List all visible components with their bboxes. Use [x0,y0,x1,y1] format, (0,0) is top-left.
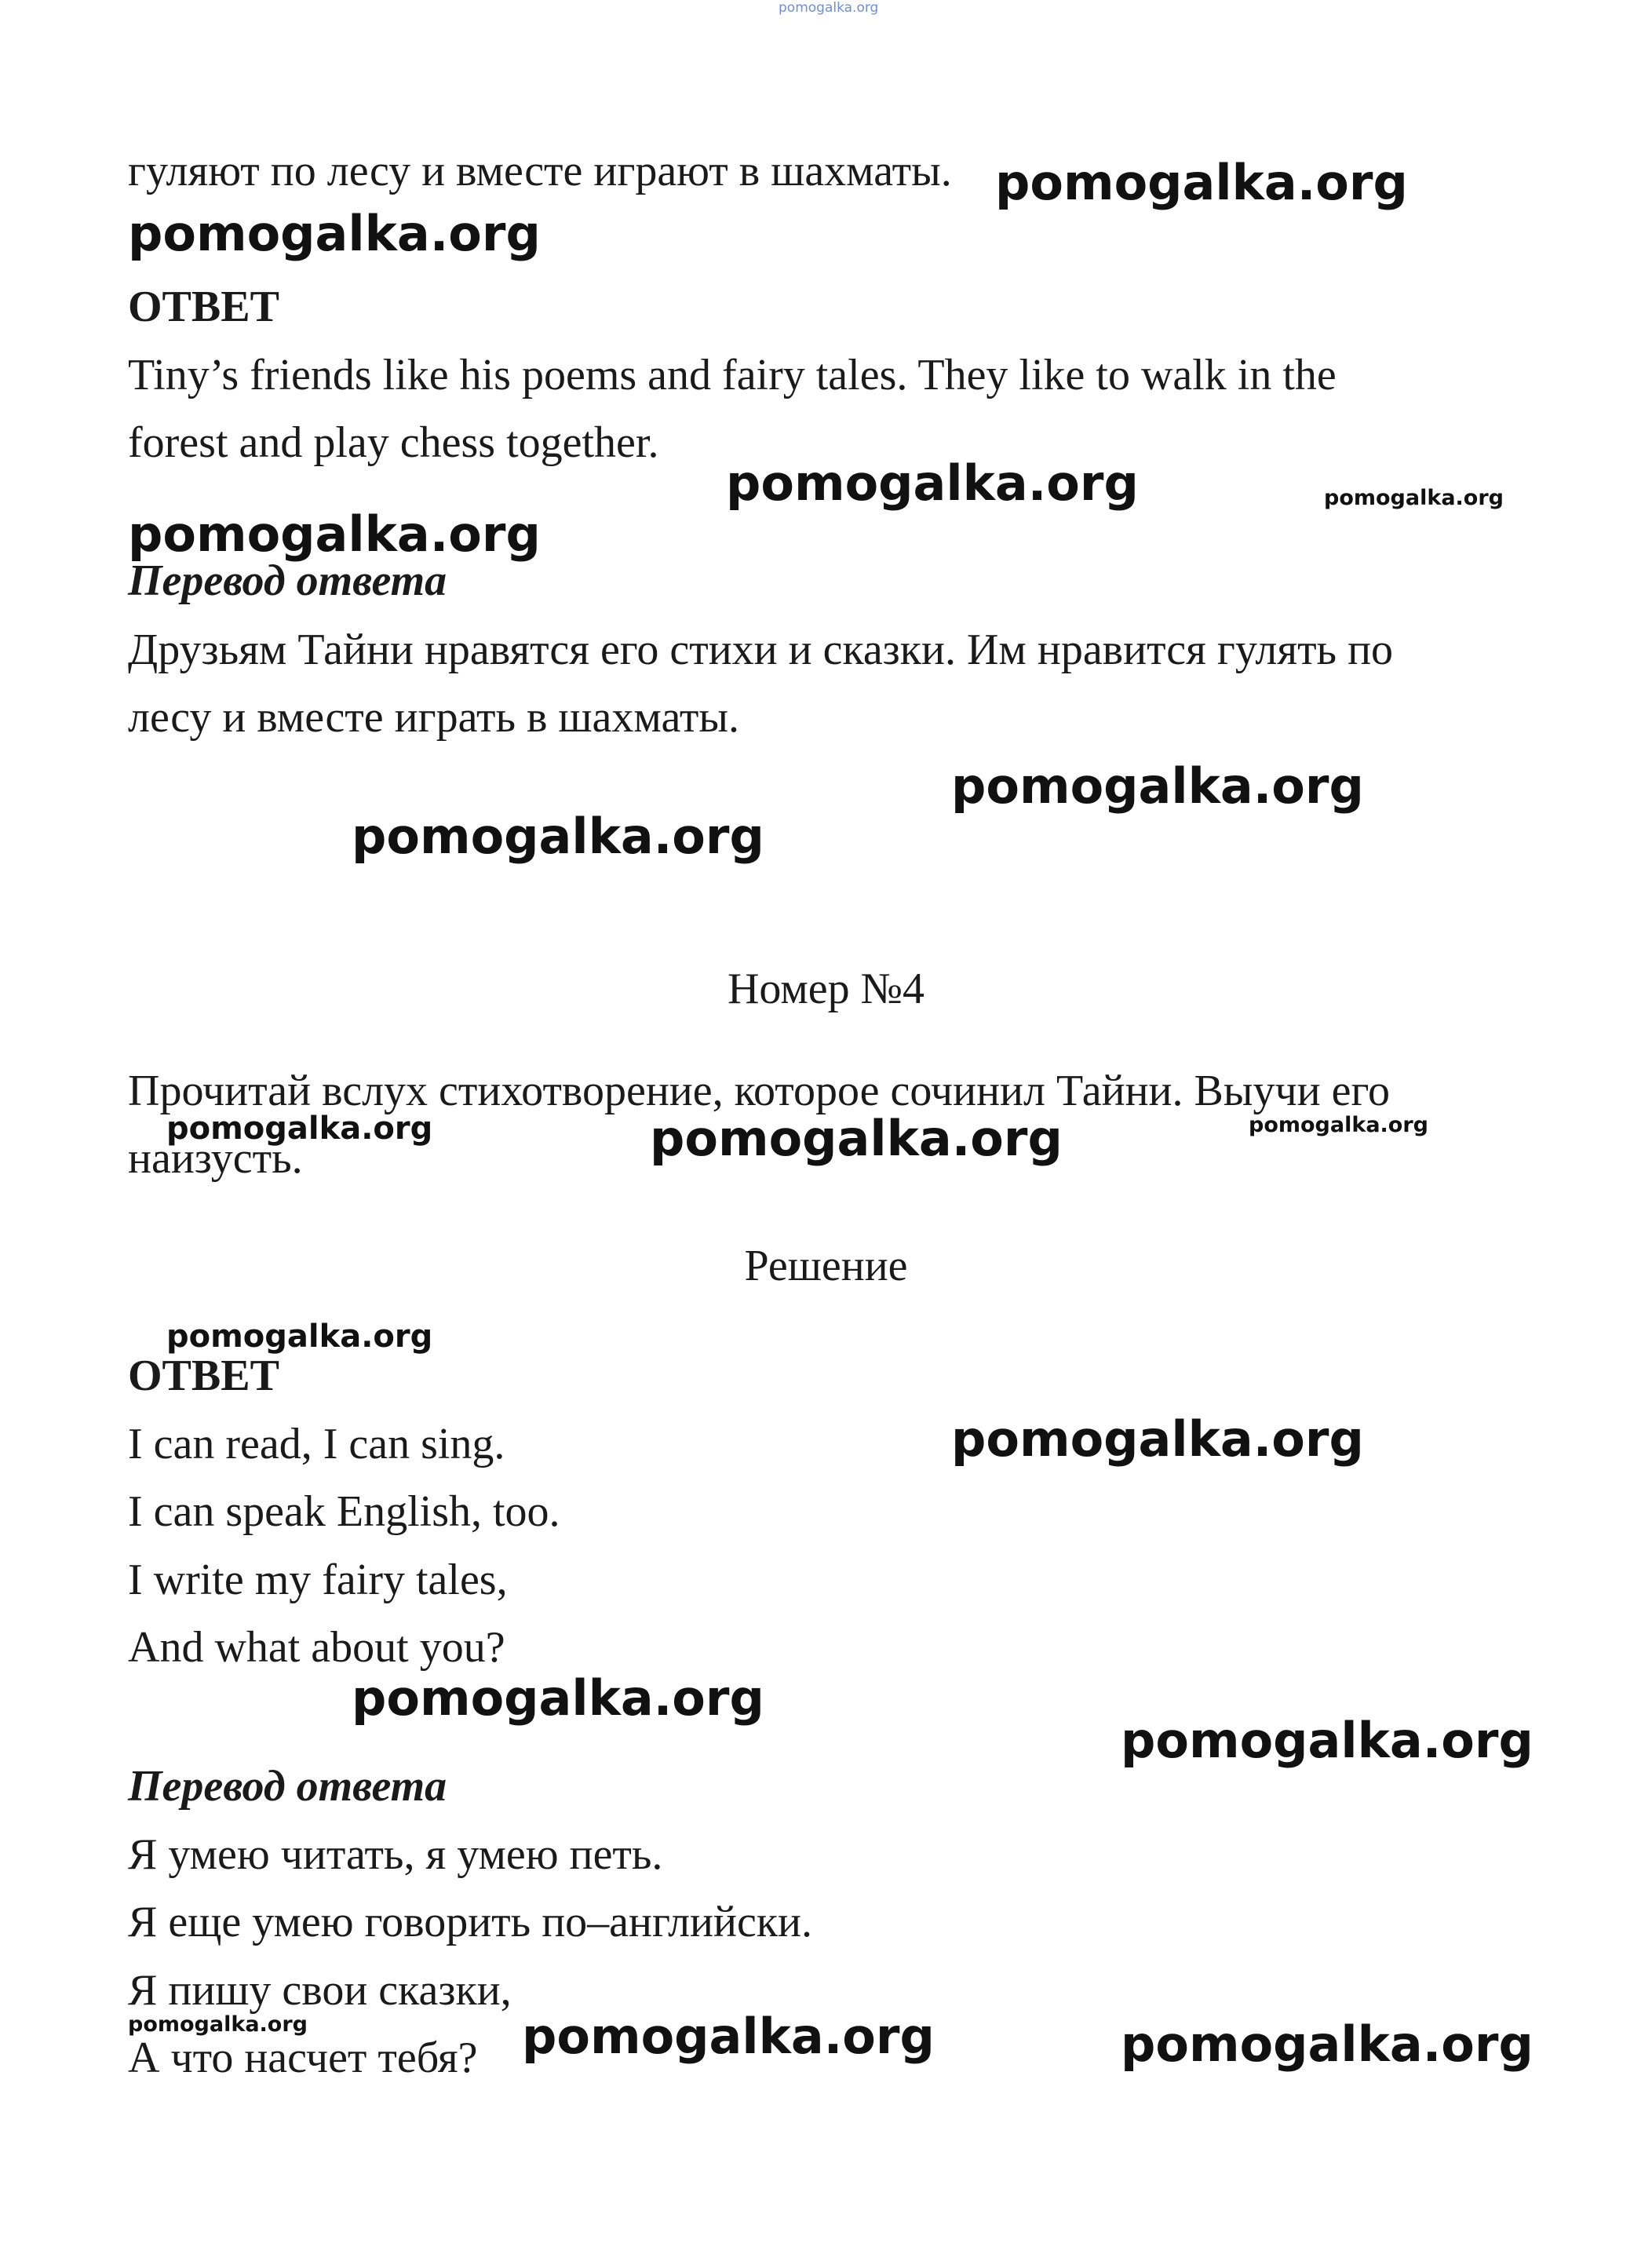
watermark-text: pomogalka.org [995,154,1408,211]
watermark-text: pomogalka.org [951,757,1364,815]
translation-line: А что насчет тебя? [128,2034,478,2082]
answer-line: Tiny’s friends like his poems and fairy tales. They like to walk in the [128,351,1337,399]
solution-title: Решение [744,1242,908,1290]
watermark-text: pomogalka.org [166,1111,433,1147]
previous-line: гуляют по лесу и вместе играют в шахматы. [128,147,952,195]
translation-line: Друзьям Тайни нравятся его стихи и сказки. Им нравится гулять по [128,626,1394,674]
translation-heading: Перевод ответа [128,556,447,605]
watermark-text: pomogalka.org [352,808,764,865]
translation-line: Я пишу свои сказки, [128,1966,512,2015]
watermark-text: pomogalka.org [951,1410,1364,1468]
watermark-text: pomogalka.org [128,505,541,563]
watermark-text: pomogalka.org [352,1669,764,1727]
watermark-text: pomogalka.org [650,1110,1063,1167]
translation-line: Я еще умею говорить по–английски. [128,1898,813,1946]
task-number-title: Номер №4 [727,965,925,1013]
watermark-text: pomogalka.org [128,205,541,262]
answer-heading: ОТВЕТ [128,1351,279,1400]
translation-line: лесу и вместе играть в шахматы. [128,693,739,742]
poem-line: I can speak English, too. [128,1487,560,1536]
watermark-text: pomogalka.org [166,1319,433,1355]
poem-line: And what about you? [128,1623,505,1672]
watermark-text: pomogalka.org [1121,2015,1533,2073]
task-line: наизусть. [128,1134,303,1183]
watermark-text: pomogalka.org [522,2008,935,2065]
translation-heading: Перевод ответа [128,1762,447,1811]
watermark-text: pomogalka.org [1249,1113,1428,1137]
translation-line: Я умею читать, я умею петь. [128,1830,663,1879]
watermark-text: pomogalka.org [1324,486,1504,510]
watermark-text: pomogalka.org [1121,1712,1533,1769]
answer-heading: ОТВЕТ [128,283,279,331]
answer-line: forest and play chess together. [128,418,659,467]
header-site-label: pomogalka.org [779,0,879,16]
task-line: Прочитай вслух стихотворение, которое сочинил Тайни. Выучи его [128,1067,1391,1115]
watermark-text: pomogalka.org [726,454,1139,512]
poem-line: I can read, I can sing. [128,1420,505,1468]
poem-line: I write my fairy tales, [128,1556,508,1604]
watermark-text: pomogalka.org [128,2012,308,2037]
